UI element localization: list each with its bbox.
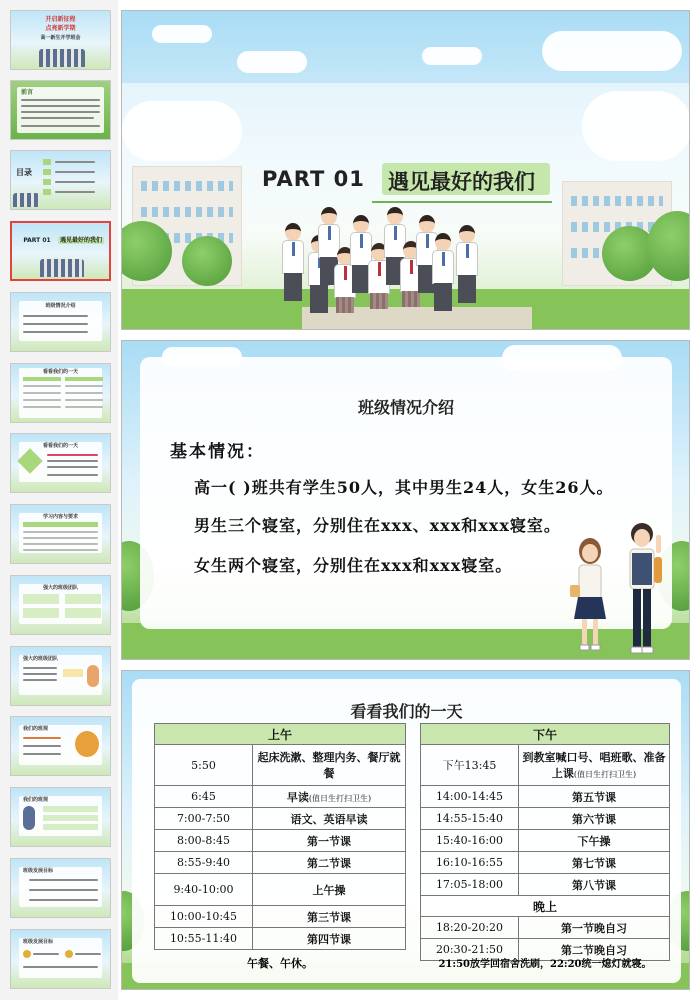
thumbnail-table-row	[23, 531, 98, 533]
cloud	[542, 31, 682, 71]
table-row	[421, 852, 670, 874]
thumbnail-card	[19, 796, 102, 836]
table-row	[155, 852, 406, 874]
part-label: PART 01	[262, 167, 365, 191]
thumbnail-text-line	[23, 673, 57, 675]
thumbnail-9[interactable]	[10, 575, 111, 635]
activity-cell	[253, 786, 406, 808]
thumbnail-card	[19, 442, 102, 482]
thumbnail-title: 班级情况介绍	[45, 303, 76, 309]
thumbnail-4-active[interactable]	[10, 221, 111, 281]
thumbnail-card	[19, 301, 102, 341]
table-row	[155, 906, 406, 928]
activity-cell: 第一节晚自习	[519, 917, 670, 939]
thumbnail-marker	[43, 189, 51, 195]
building-windows	[141, 207, 233, 217]
time-cell: 5:50	[155, 745, 253, 786]
time-cell: 下午13:45	[421, 745, 519, 786]
thumbnail-icon	[65, 950, 73, 958]
table-row	[155, 830, 406, 852]
thumbnail-title: 强大的班级团队	[23, 656, 59, 662]
thumbnail-marker	[43, 159, 51, 165]
time-cell: 18:20-20:20	[421, 917, 519, 939]
table-row	[155, 808, 406, 830]
thumbnail-table-header	[23, 377, 61, 381]
thumbnail-3[interactable]	[10, 150, 111, 210]
activity-cell: 语文、英语早读	[253, 808, 406, 830]
activity-cell: 第八节课	[519, 874, 670, 896]
thumbnail-12[interactable]	[10, 787, 111, 847]
thumbnail-caption: 遇见最好的我们	[59, 237, 102, 244]
thumbnail-title: 强大的班级团队	[42, 585, 78, 591]
thumbnail-14[interactable]	[10, 929, 111, 989]
activity-cell: 第四节课	[253, 928, 406, 950]
time-cell: 14:55-15:40	[421, 808, 519, 830]
activity-cell: 第五节课	[519, 786, 670, 808]
thumbnail-students-image	[40, 259, 84, 277]
time-cell: 16:10-16:55	[421, 852, 519, 874]
thumbnail-8[interactable]	[10, 504, 111, 564]
thumbnail-students-image	[39, 49, 85, 67]
thumbnail-text-line	[23, 745, 61, 747]
activity-cell: 第六节课	[519, 808, 670, 830]
thumbnail-table-header	[65, 377, 103, 381]
time-cell: 15:40-16:00	[421, 830, 519, 852]
thumbnail-2[interactable]	[10, 80, 111, 140]
bedtime-note: 21:50放学回宿舍洗刷，22:20统一熄灯就寝。	[438, 959, 652, 970]
thumbnail-text-line	[23, 753, 61, 755]
thumbnail-text-line	[23, 331, 88, 333]
time-cell: 6:45	[155, 786, 253, 808]
activity-cell: 第二节晚自习	[519, 939, 670, 961]
thumbnail-table-row	[23, 399, 61, 401]
thumbnail-text-line	[23, 667, 57, 669]
activity-cell: 起床洗漱、整理内务、餐厅就餐	[253, 745, 406, 786]
thumbnail-box	[43, 815, 98, 821]
slide-thumbnail-panel	[0, 0, 118, 1000]
thumbnail-text-line	[23, 966, 98, 968]
thumbnail-figure	[23, 806, 35, 830]
thumbnail-table-row	[23, 406, 61, 408]
thumbnail-figure	[87, 665, 99, 687]
title-underline	[372, 201, 552, 203]
cloud	[152, 25, 212, 43]
thumbnail-box	[43, 824, 98, 830]
thumbnail-table-row	[23, 543, 98, 545]
building-windows	[141, 181, 233, 191]
thumbnail-text-line	[21, 105, 100, 107]
section-title: 遇见最好的我们	[388, 169, 535, 194]
schedule-card	[132, 679, 681, 983]
thumbnail-text-line	[55, 181, 95, 183]
building-windows	[571, 196, 663, 206]
thumbnail-marker	[43, 179, 51, 185]
thumbnail-text-line	[21, 125, 100, 127]
slide-part-01[interactable]	[121, 10, 690, 330]
thumbnail-text-line	[29, 879, 98, 881]
girl-student-illustration	[570, 537, 610, 660]
thumbnail-text-line	[55, 191, 95, 193]
slide-title: 班级情况介绍	[357, 398, 454, 417]
thumbnail-card	[19, 938, 102, 978]
thumbnail-marker	[43, 169, 51, 175]
thumbnail-text-line	[55, 171, 95, 173]
thumbnail-box	[65, 608, 101, 618]
activity-note: (值日生打扫卫生)	[308, 793, 372, 803]
thumbnail-text-line	[55, 161, 95, 163]
table-row	[421, 745, 670, 786]
time-cell: 14:00-14:45	[421, 786, 519, 808]
thumbnail-title: 班级发展目标	[23, 939, 54, 945]
thumbnail-10[interactable]	[10, 646, 111, 706]
thumbnail-title: PART 01	[23, 237, 51, 244]
girls-dorm-text: 女生两个寝室，分别住在xxx和xxx寝室。	[194, 556, 513, 575]
cloud	[237, 51, 307, 73]
thumbnail-icon	[23, 950, 31, 958]
thumbnail-title: 看看我们的一天	[42, 443, 78, 449]
subheading-basic-info: 基本情况：	[170, 442, 265, 462]
thumbnail-title: 开启新征程	[45, 16, 76, 23]
activity-cell: 第三节课	[253, 906, 406, 928]
afternoon-evening-schedule-table	[420, 723, 670, 961]
thumbnail-1[interactable]	[10, 10, 111, 70]
thumbnail-title: 目录	[16, 168, 32, 177]
thumbnail-card	[19, 513, 102, 553]
content-card	[140, 357, 672, 629]
tree	[182, 236, 232, 286]
thumbnail-text-line	[75, 953, 101, 955]
thumbnail-box	[65, 594, 101, 604]
thumbnail-text-line	[29, 899, 98, 901]
thumbnail-text-line	[23, 323, 88, 325]
thumbnail-text-line	[29, 889, 98, 891]
slide-class-introduction[interactable]	[121, 340, 690, 660]
thumbnail-card	[19, 725, 102, 765]
thumbnail-table-row	[23, 549, 98, 551]
thumbnail-13[interactable]	[10, 858, 111, 918]
activity-cell: 第二节课	[253, 852, 406, 874]
activity-cell	[519, 745, 670, 786]
activity-text: 早读	[286, 790, 309, 804]
activity-note: (值日生打扫卫生)	[573, 770, 637, 779]
time-cell: 20:30-21:50	[421, 939, 519, 961]
thumbnail-tree-image	[75, 731, 99, 757]
table-row	[155, 874, 406, 906]
activity-cell: 第一节课	[253, 830, 406, 852]
thumbnail-table-header	[23, 522, 98, 527]
thumbnail-table-row	[65, 399, 103, 401]
time-cell: 8:55-9:40	[155, 852, 253, 874]
slide-title: 看看我们的一天	[350, 702, 463, 721]
thumbnail-11[interactable]	[10, 716, 111, 776]
thumbnail-text-line	[47, 474, 98, 476]
time-cell: 7:00-7:50	[155, 808, 253, 830]
thumbnail-box	[23, 594, 59, 604]
thumbnail-text-line	[23, 679, 57, 681]
activity-cell: 上午操	[253, 874, 406, 906]
thumbnail-table-row	[23, 537, 98, 539]
thumbnail-diamond	[17, 448, 42, 473]
thumbnail-table-row	[23, 392, 61, 394]
boys-dorm-text: 男生三个寝室，分别住在xxx、xxx和xxx寝室。	[194, 516, 561, 535]
student-count-text: 高一( )班共有学生50人，其中男生24人，女生26人。	[194, 478, 614, 497]
thumbnail-text-line	[33, 953, 59, 955]
activity-cell: 下午操	[519, 830, 670, 852]
table-row	[155, 745, 406, 786]
morning-schedule-table	[154, 723, 406, 950]
thumbnail-title: 学习内容与要求	[42, 514, 78, 520]
boy-student-illustration	[620, 521, 664, 660]
thumbnail-text-line	[47, 466, 98, 468]
thumbnail-box	[63, 669, 83, 677]
thumbnail-6[interactable]	[10, 363, 111, 423]
table-row	[155, 928, 406, 950]
thumbnail-box	[23, 608, 59, 618]
thumbnail-table-row	[65, 392, 103, 394]
table-row	[421, 874, 670, 896]
thumbnail-text-line	[47, 460, 98, 462]
table-header-afternoon: 下午	[421, 724, 670, 745]
activity-text: 到教室喊口号、唱班歌、准备上课	[522, 751, 666, 780]
thumbnail-text-line	[23, 737, 61, 739]
thumbnail-table-row	[65, 406, 103, 408]
thumbnail-card	[17, 87, 104, 133]
slide-daily-schedule[interactable]	[121, 670, 690, 990]
thumbnail-table-row	[23, 385, 61, 387]
time-cell: 10:55-11:40	[155, 928, 253, 950]
thumbnail-title: 看看我们的一天	[42, 369, 78, 375]
thumbnail-text-line	[47, 454, 98, 456]
table-row	[421, 786, 670, 808]
lunch-note: 午餐、午休。	[247, 957, 313, 970]
time-cell: 10:00-10:45	[155, 906, 253, 928]
table-row	[421, 917, 670, 939]
thumbnail-caption: 高一新生开学班会	[40, 35, 81, 41]
thumbnail-title: 班级发展目标	[23, 868, 54, 874]
thumbnail-5[interactable]	[10, 292, 111, 352]
thumbnail-box	[43, 806, 98, 812]
time-cell: 9:40-10:00	[155, 874, 253, 906]
thumbnail-text-line	[23, 315, 88, 317]
thumbnail-title: 前言	[21, 89, 34, 96]
time-cell: 8:00-8:45	[155, 830, 253, 852]
table-row	[155, 786, 406, 808]
thumbnail-card	[19, 867, 102, 907]
table-row	[421, 808, 670, 830]
table-header-evening: 晚上	[421, 896, 670, 917]
thumbnail-card	[19, 655, 102, 695]
thumbnail-text-line	[21, 111, 100, 113]
table-header-morning: 上午	[155, 724, 406, 745]
thumbnail-subtitle: 点亮新学期	[45, 25, 76, 32]
thumbnail-students-image	[13, 193, 39, 207]
thumbnail-card	[19, 368, 102, 418]
thumbnail-card	[19, 584, 102, 624]
thumbnail-text-line	[21, 117, 94, 119]
thumbnail-7[interactable]	[10, 433, 111, 493]
thumbnail-text-line	[21, 99, 100, 101]
thumbnail-title: 我们的班规	[23, 797, 49, 803]
cloud	[422, 47, 482, 65]
thumbnail-table-row	[65, 385, 103, 387]
thumbnail-title: 我们的班规	[23, 726, 49, 732]
table-row	[421, 830, 670, 852]
time-cell: 17:05-18:00	[421, 874, 519, 896]
activity-cell: 第七节课	[519, 852, 670, 874]
